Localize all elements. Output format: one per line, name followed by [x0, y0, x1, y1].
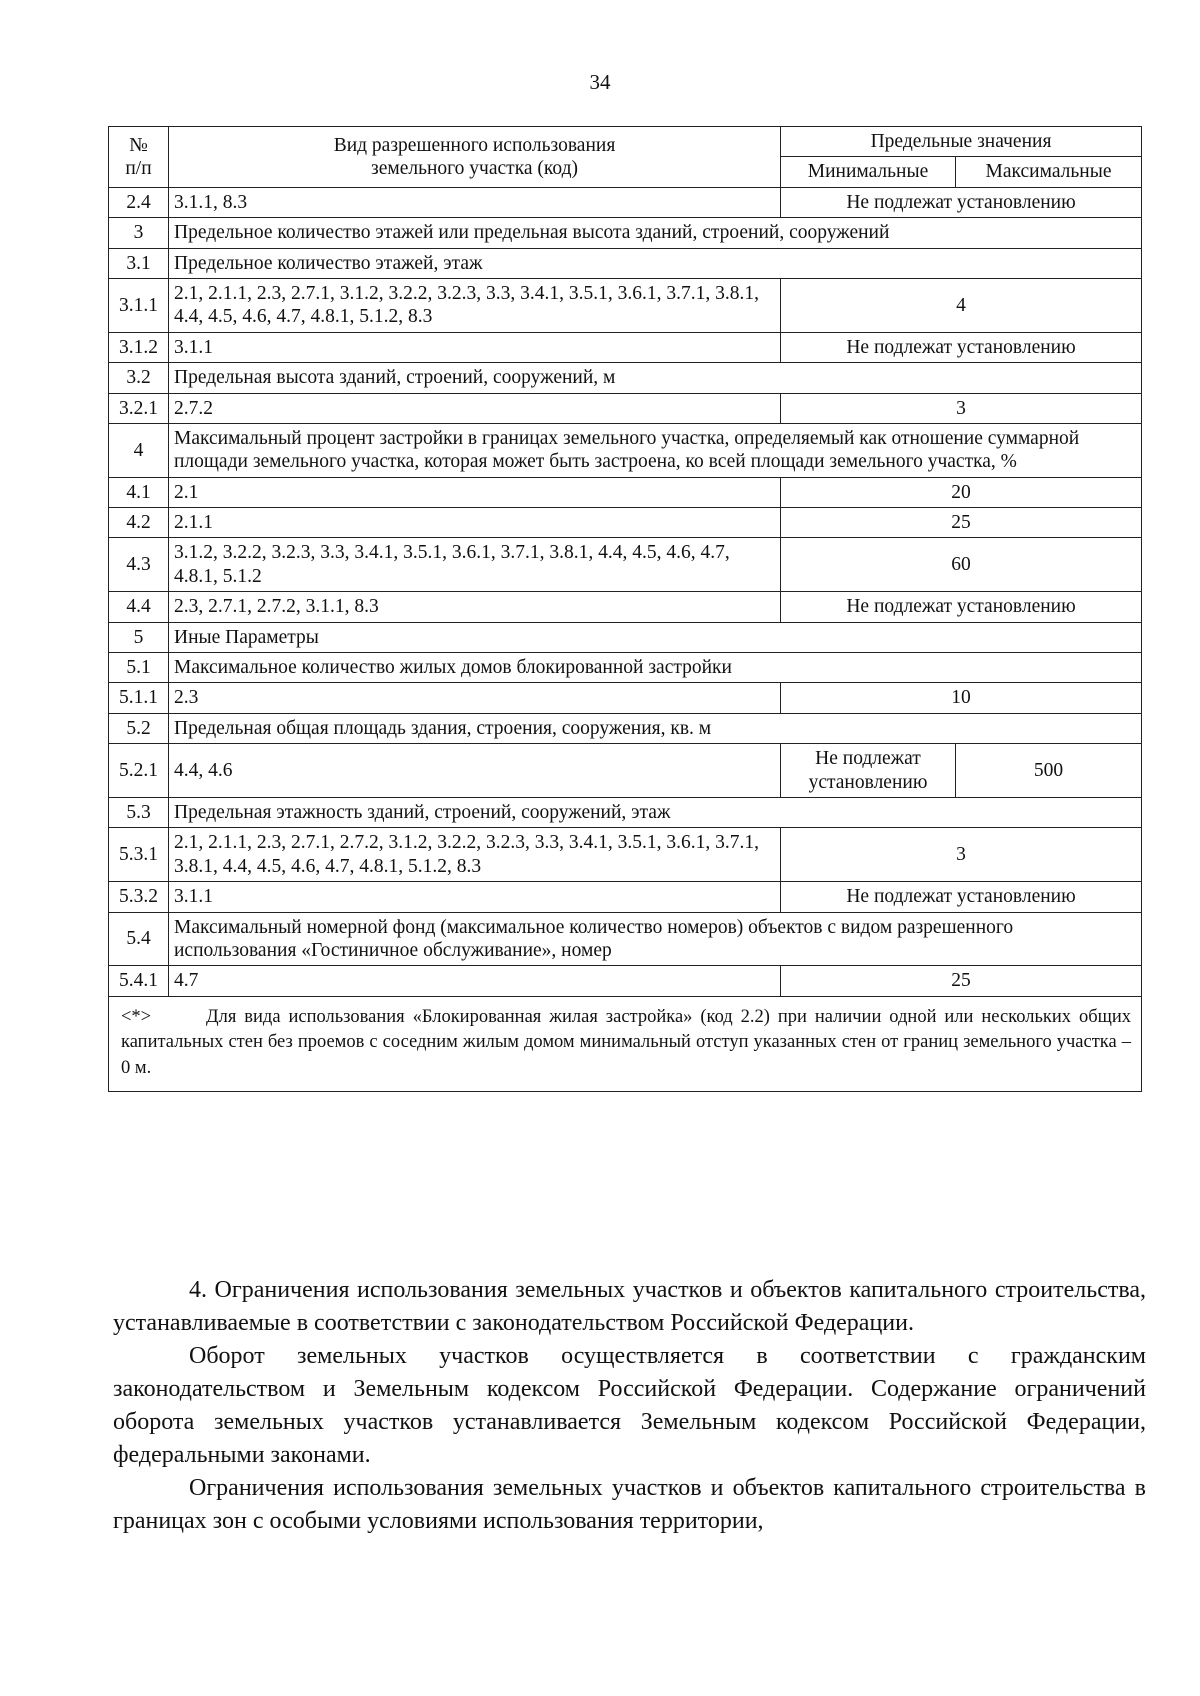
- row-use-codes: 3.1.1: [169, 332, 781, 362]
- row-use-codes: 3.1.2, 3.2.2, 3.2.3, 3.3, 3.4.1, 3.5.1, 3.6.1, 3.7.1, 3.8.1, 4.4, 4.5, 4.6, 4.7, 4.8.1, 5.1.2: [169, 538, 781, 592]
- row-limit-value: 10: [781, 683, 1142, 713]
- row-number: 4.3: [109, 538, 169, 592]
- body-text: [113, 1274, 1146, 1538]
- row-use-codes: 2.7.2: [169, 393, 781, 423]
- row-limit-value: Не подлежат установлению: [781, 187, 1142, 217]
- page-number: 34: [589, 70, 611, 94]
- row-section-title: Предельная общая площадь здания, строения, сооружения, кв. м: [169, 713, 1142, 743]
- row-number: 4.4: [109, 592, 169, 622]
- table-row: [109, 653, 1142, 683]
- table-row: [109, 278, 1142, 332]
- table-row: [109, 683, 1142, 713]
- row-number: 4.1: [109, 477, 169, 507]
- table-note: [109, 996, 1142, 1092]
- row-use-codes: 2.1.1: [169, 508, 781, 538]
- row-number: 5.1: [109, 653, 169, 683]
- table-row: [109, 592, 1142, 622]
- limits-table: [108, 126, 1142, 1092]
- row-number: 3.1: [109, 248, 169, 278]
- row-number: 3.2.1: [109, 393, 169, 423]
- table-row: [109, 912, 1142, 966]
- row-number: 3.1.2: [109, 332, 169, 362]
- paragraph: Ограничения использования земельных участков и объектов капитального строительства в границах зон с особыми условиями использования территории,: [113, 1475, 1146, 1534]
- table-row: [109, 393, 1142, 423]
- row-limit-value: Не подлежат установлению: [781, 592, 1142, 622]
- table-row: [109, 622, 1142, 652]
- row-number: 3.2: [109, 363, 169, 393]
- row-use-codes: 2.1, 2.1.1, 2.3, 2.7.1, 3.1.2, 3.2.2, 3.2.3, 3.3, 3.4.1, 3.5.1, 3.6.1, 3.7.1, 3.8.1, 4.4, 4.5, 4.6, 4.7, 4.8.1, 5.1.2, 8.3: [169, 278, 781, 332]
- row-number: 5.2: [109, 713, 169, 743]
- table-row: [109, 713, 1142, 743]
- table-row: [109, 187, 1142, 217]
- row-limit-value: 3: [781, 393, 1142, 423]
- row-min-value: Не подлежат установлению: [781, 744, 956, 798]
- row-number: 5.3.2: [109, 882, 169, 912]
- row-use-codes: 3.1.1: [169, 882, 781, 912]
- row-section-title: Предельная этажность зданий, строений, сооружений, этаж: [169, 797, 1142, 827]
- row-number: 5.4.1: [109, 966, 169, 996]
- table-row: [109, 423, 1142, 477]
- table-row: [109, 508, 1142, 538]
- header-number: № п/п: [109, 127, 169, 188]
- table-row: [109, 332, 1142, 362]
- row-number: 5.1.1: [109, 683, 169, 713]
- header-max: Максимальные: [956, 157, 1142, 187]
- table-row: [109, 538, 1142, 592]
- row-limit-value: 20: [781, 477, 1142, 507]
- row-limit-value: Не подлежат установлению: [781, 882, 1142, 912]
- table-row: [109, 744, 1142, 798]
- row-limit-value: 60: [781, 538, 1142, 592]
- note-mark: <*>: [121, 1006, 152, 1027]
- table-row: [109, 828, 1142, 882]
- row-limit-value: 4: [781, 278, 1142, 332]
- row-section-title: Максимальный номерной фонд (максимальное количество номеров) объектов с видом разрешенного использования «Гостиничное обслуживание», номер: [169, 912, 1142, 966]
- row-limit-value: Не подлежат установлению: [781, 332, 1142, 362]
- paragraph: Оборот земельных участков осуществляется в соответствии с гражданским законодательством и Земельным кодексом Российской Федерации. Содержание ограничений оборота земельных участков устанавливается Земельным кодексом Российской Федерации, федеральными законами.: [113, 1343, 1146, 1468]
- table-row: [109, 966, 1142, 996]
- table-row: [109, 477, 1142, 507]
- row-section-title: Иные Параметры: [169, 622, 1142, 652]
- table-row: [109, 363, 1142, 393]
- header-use-type: Вид разрешенного использования земельного участка (код): [169, 127, 781, 188]
- table-row: [109, 218, 1142, 248]
- row-number: 4.2: [109, 508, 169, 538]
- table-header-row: [109, 127, 1142, 157]
- row-number: 5.2.1: [109, 744, 169, 798]
- header-min: Минимальные: [781, 157, 956, 187]
- row-max-value: 500: [956, 744, 1142, 798]
- row-use-codes: 3.1.1, 8.3: [169, 187, 781, 217]
- row-number: 5.4: [109, 912, 169, 966]
- row-section-title: Предельное количество этажей или предельная высота зданий, строений, сооружений: [169, 218, 1142, 248]
- table-row: [109, 248, 1142, 278]
- row-number: 3.1.1: [109, 278, 169, 332]
- row-use-codes: 2.1: [169, 477, 781, 507]
- row-section-title: Максимальное количество жилых домов блокированной застройки: [169, 653, 1142, 683]
- row-limit-value: 25: [781, 966, 1142, 996]
- row-section-title: Предельное количество этажей, этаж: [169, 248, 1142, 278]
- row-number: 2.4: [109, 187, 169, 217]
- row-section-title: Предельная высота зданий, строений, сооружений, м: [169, 363, 1142, 393]
- row-use-codes: 4.7: [169, 966, 781, 996]
- row-use-codes: 2.3: [169, 683, 781, 713]
- row-number: 5.3: [109, 797, 169, 827]
- table-row: [109, 882, 1142, 912]
- table-note-row: [109, 996, 1142, 1092]
- row-use-codes: 4.4, 4.6: [169, 744, 781, 798]
- note-text: Для вида использования «Блокированная жилая застройка» (код 2.2) при наличии одной или нескольких общих капитальных стен без проемов с соседним жилым домом минимальный отступ указанных стен от границ земельного участка – 0 м.: [121, 1006, 1132, 1078]
- paragraph: 4. Ограничения использования земельных участков и объектов капитального строительства, устанавливаемые в соответствии с законодательством Российской Федерации.: [113, 1277, 1146, 1336]
- row-section-title: Максимальный процент застройки в границах земельного участка, определяемый как отношение суммарной площади земельного участка, которая может быть застроена, ко всей площади земельного участка, %: [169, 423, 1142, 477]
- table-row: [109, 797, 1142, 827]
- header-limit-values: Предельные значения: [781, 127, 1142, 157]
- row-number: 3: [109, 218, 169, 248]
- row-number: 4: [109, 423, 169, 477]
- row-number: 5.3.1: [109, 828, 169, 882]
- row-limit-value: 25: [781, 508, 1142, 538]
- row-number: 5: [109, 622, 169, 652]
- row-limit-value: 3: [781, 828, 1142, 882]
- row-use-codes: 2.1, 2.1.1, 2.3, 2.7.1, 2.7.2, 3.1.2, 3.2.2, 3.2.3, 3.3, 3.4.1, 3.5.1, 3.6.1, 3.7.1, 3.8.1, 4.4, 4.5, 4.6, 4.7, 4.8.1, 5.1.2, 8.3: [169, 828, 781, 882]
- row-use-codes: 2.3, 2.7.1, 2.7.2, 3.1.1, 8.3: [169, 592, 781, 622]
